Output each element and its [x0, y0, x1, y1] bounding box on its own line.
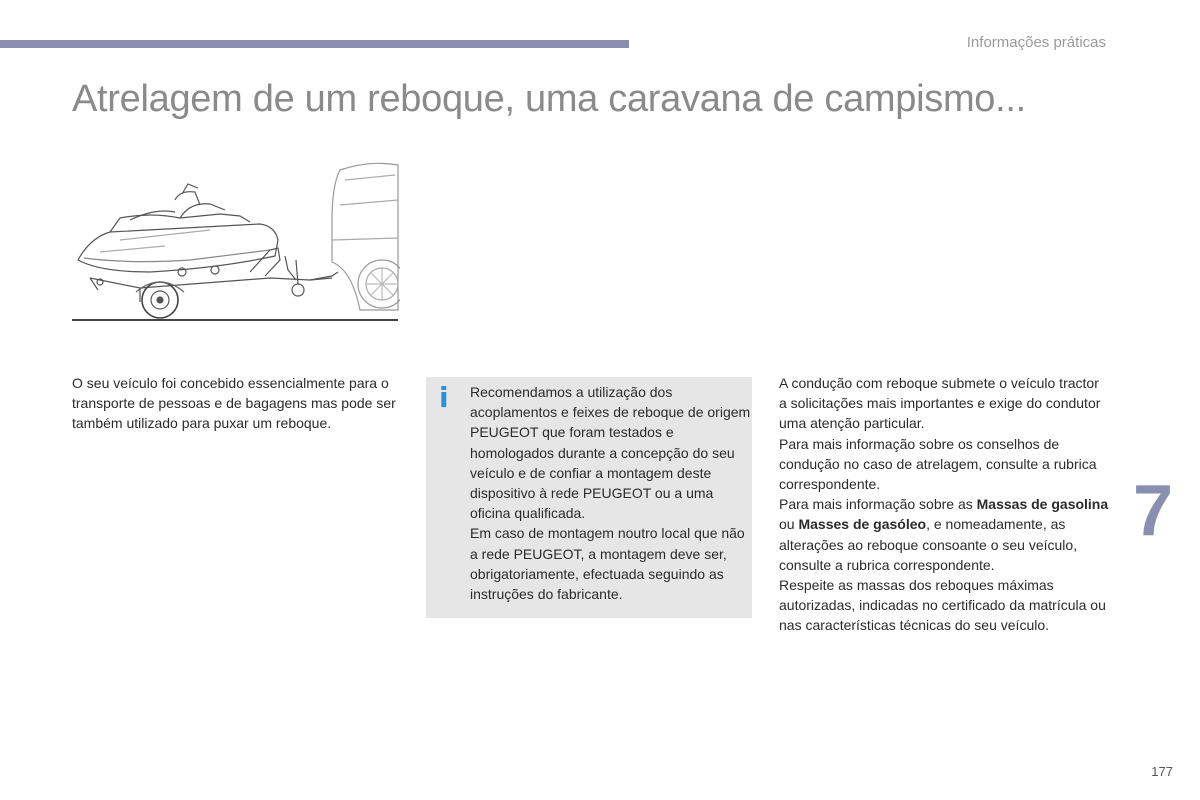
page-title: Atrelagem de um reboque, uma caravana de campismo...: [72, 78, 1026, 120]
p3-suffix: , e nomeadamente, as alterações ao reboque consoante o seu veículo, consulte a rubrica correspondente.: [779, 516, 1078, 573]
info-box: [426, 377, 752, 618]
link-masses-gasoleo: Masses de gasóleo: [798, 516, 927, 533]
intro-text: [72, 373, 402, 434]
right-paragraph-4: Respeite as massas dos reboques máximas autorizadas, indicadas no certificado da matrícula ou nas características técnicas do seu veículo.: [779, 577, 1106, 634]
section-label: Informações práticas: [966, 34, 1106, 51]
right-paragraph-3: [779, 494, 1109, 575]
right-column-text: [779, 373, 1109, 636]
info-paragraph-2: Em caso de montagem noutro local que não a rede PEUGEOT, a montagem deve ser, obrigatoriamente, efectuada seguindo as instruções do fabricante.: [470, 525, 745, 603]
right-paragraph-2: Para mais informação sobre os conselhos de condução no caso de atrelagem, consulte a rubrica correspondente.: [779, 435, 1097, 493]
header-accent-bar: [0, 40, 629, 48]
info-icon: i: [439, 381, 449, 414]
info-paragraph-1: Recomendamos a utilização dos acoplamentos e feixes de reboque de origem PEUGEOT que foram testados e homologados durante a concepção do seu veículo e de confiar a montagem deste dispositivo à rede PEUGEOT ou a uma oficina qualificada.: [470, 384, 751, 522]
page-number: 177: [1151, 764, 1173, 779]
info-text: [470, 382, 752, 604]
intro-paragraph: O seu veículo foi concebido essencialmente para o transporte de pessoas e de bagagens mas pode ser também utilizado para puxar um reboque.: [72, 375, 396, 432]
right-paragraph-1: A condução com reboque submete o veículo tractor a solicitações mais importantes e exige do condutor uma atenção particular.: [779, 375, 1101, 432]
jetski-trailer-icon: [70, 160, 400, 326]
chapter-number: 7: [1133, 471, 1174, 551]
p3-mid: ou: [779, 516, 799, 533]
p3-prefix: Para mais informação sobre as: [779, 496, 977, 513]
link-massas-gasolina: Massas de gasolina: [976, 496, 1109, 513]
